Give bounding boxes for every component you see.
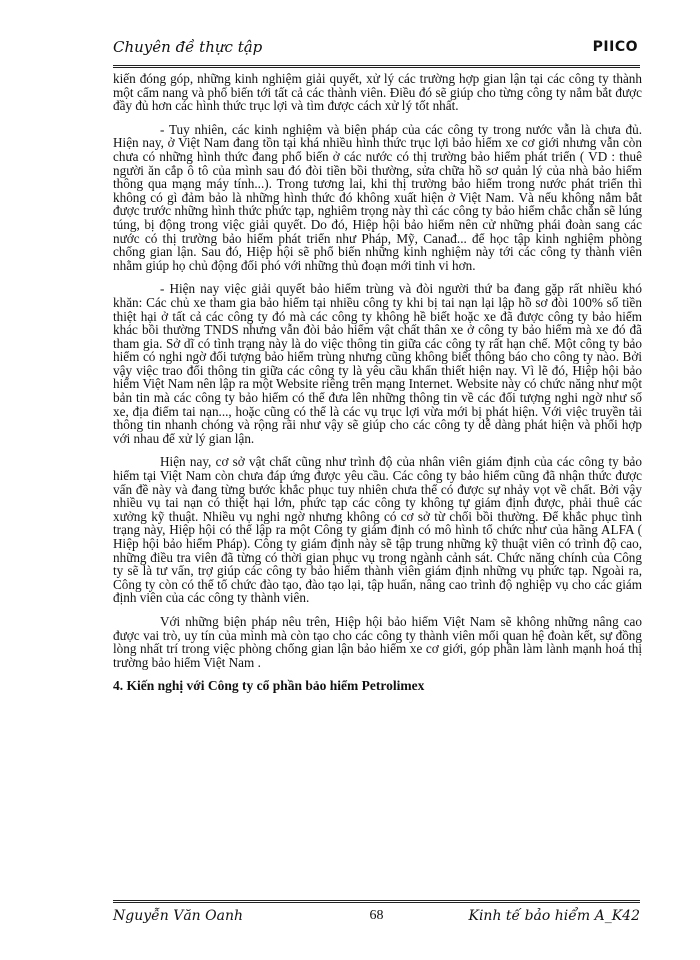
page-number: 68 xyxy=(369,908,384,923)
header-rule xyxy=(113,65,640,68)
footer-course: Kinh tế bảo hiểm A_K42 xyxy=(468,908,640,924)
paragraph-1: kiến đóng góp, những kinh nghiệm giải quyết, xử lý các trường hợp gian lận tại các công ty thành một cẩm nang và phổ biến tới tất cả các thành viên. Điều đó sẽ giúp cho từng công ty nắm bắt được đầy đủ hơn các hình thức trục lợi và tìm được cách xử lý tốt nhất. xyxy=(113,71,642,114)
page-header xyxy=(113,38,638,60)
header-logo-text: PIICO xyxy=(592,39,638,55)
body-text xyxy=(113,72,642,703)
section-heading: 4. Kiến nghị với Công ty cổ phần bảo hiểm Petrolimex xyxy=(113,678,425,694)
paragraph-2: - Tuy nhiên, các kinh nghiệm và biện pháp của các công ty trong nước vẫn là chưa đủ. Hiện nay, ở Việt Nam đang tồn tại khá nhiều hình thức trục lợi bảo hiểm xe cơ giới nhưng vẫn còn chưa có những hình thức đang phổ biến ở các nước có thị trường bảo hiểm phát triển ( VD : thuê người ăn cắp ô tô của mình sau đó đòi tiền bồi thường, sửa chữa hồ sơ quản lý của nhà bảo hiểm thông qua mạng máy tính...). Trong tương lai, khi thị trường bảo hiểm trong nước phát triển thì không có gì đảm bảo là những hình thức đó không xuất hiện ở Việt Nam. Và nếu không nắm bắt được trước những hình thức phức tạp, nghiêm trọng này thì các công ty bảo hiểm chắc chắn sẽ lúng túng, bị động trong việc giải quyết. Do đó, Hiệp hội bảo hiểm nên cử những phái đoàn sang các nước có thị trường bảo hiểm phát triển như Pháp, Mỹ, Canađ... để học tập kinh nghiệm phòng chống gian lận. Sau đó, Hiệp hội sẽ phổ biến những kinh nghiệm này tới các công ty thành viên nhằm giúp họ chủ động đối phó với những thủ đoạn mới tinh vi hơn. xyxy=(113,121,642,273)
footer-author: Nguyễn Văn Oanh xyxy=(113,908,243,924)
footer-rule xyxy=(113,900,640,903)
paragraph-5: Với những biện pháp nêu trên, Hiệp hội bảo hiểm Việt Nam sẽ không những nâng cao được vai trò, uy tín của mình mà còn tạo cho các công ty thành viên mối quan hệ đoàn kết, sự đồng lòng nhất trí trong việc phòng chống gian lận bảo hiểm xe cơ giới, góp phần làm lành mạnh hoá thị trường bảo hiểm Việt Nam . xyxy=(113,613,642,670)
header-title: Chuyên đề thực tập xyxy=(113,38,263,56)
page-footer xyxy=(113,908,640,928)
paragraph-4: Hiện nay, cơ sở vật chất cũng như trình độ của nhân viên giám định của các công ty bảo hiểm tại Việt Nam còn chưa đáp ứng được yêu cầu. Các công ty bảo hiểm cũng đã nhận thức được vấn đề này và đang từng bước khắc phục tuy nhiên chưa thể có được sự nhảy vọt về chất. Bởi vậy nhiều vụ tai nạn có thiệt hại lớn, phức tạp các công ty không tự giám định được, phải thuê các xưởng kỹ thuật. Nhiều vụ nghi ngờ nhưng không có cơ sở từ chối bồi thường. Để khắc phục tình trạng này, Hiệp hội có thể lập ra một Công ty giám định có mô hình tổ chức như của hãng ALFA ( Hiệp hội bảo hiểm Pháp). Công ty giám định này sẽ tập trung những kỹ thuật viên có trình độ cao, những điều tra viên đã từng có thời gian phục vụ trong ngành cảnh sát. Chức năng chính của Công ty sẽ là tư vấn, trợ giúp các công ty bảo hiểm thành viên giám định những vụ phức tạp. Ngoài ra, Công ty còn có thể tổ chức đào tạo, đào tạo lại, tập huấn, nâng cao trình độ nghiệp vụ cho các giám định viên của các công ty thành viên. xyxy=(113,454,642,606)
paragraph-3: - Hiện nay việc giải quyết bảo hiểm trùng và đòi người thứ ba đang gặp rất nhiều khó khăn: Các chủ xe tham gia bảo hiểm tại nhiều công ty khi bị tai nạn lại lập hồ sơ đòi 100% số tiền thiệt hại ở tất cả các công ty đó mà các công ty không hề biết hoặc xe đã được công ty bảo hiểm khác bồi thường TNDS nhưng vẫn đòi bảo hiểm vật chất thân xe ở công ty bảo hiểm mà xe đó đã tham gia. Sở dĩ có tình trạng này là do việc thông tin giữa các công ty rất hạn chế. Một công ty bảo hiểm có nghi ngờ đối tượng bảo hiểm trùng nhưng cũng không biết thông báo cho công ty nào. Bởi vậy việc trao đổi thông tin giữa các công ty là yêu cầu khẩn thiết hiện nay. Vì lẽ đó, Hiệp hội bảo hiểm Việt Nam nên lập ra một Website riêng trên mạng Internet. Website này có chức năng như một bản tin mà các công ty bảo hiểm có thể đưa lên những thông tin về các đối tượng nghi ngờ như số xe, địa điểm tai nạn..., hoặc cũng có thể là các vụ trục lợi vừa mới bị phát hiện. Với việc truyền tải thông tin nhanh chóng và rộng rãi như vậy sẽ giúp cho các công ty dễ dàng phát hiện và phối hợp với nhau để xử lý gian lận. xyxy=(113,281,642,446)
